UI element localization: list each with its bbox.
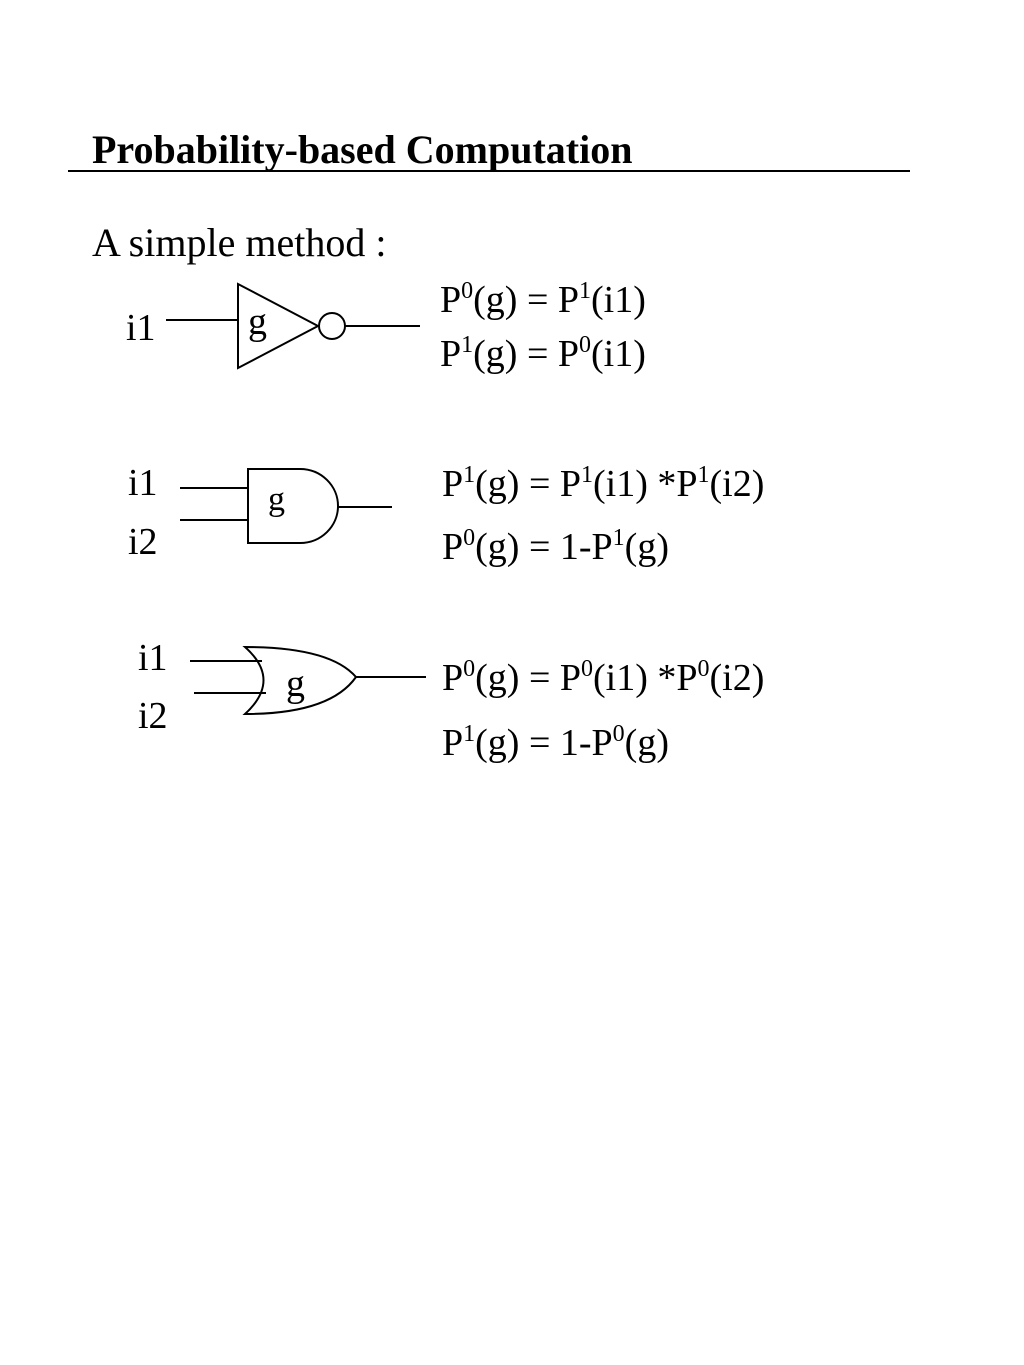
equation-text: (g) = 1-P bbox=[475, 526, 613, 568]
equation-text: P bbox=[442, 722, 464, 764]
or-gate-equation-2 bbox=[442, 719, 669, 772]
or-gate-input-label-1: i1 bbox=[138, 637, 168, 679]
or-gate-input-label-2: i2 bbox=[138, 695, 168, 737]
equation-text: P bbox=[442, 657, 464, 699]
not-gate-bubble bbox=[319, 313, 345, 339]
equation-superscript: 0 bbox=[463, 525, 476, 551]
equation-text: (g) = 1-P bbox=[475, 722, 613, 764]
equation-text: (i1) *P bbox=[593, 463, 698, 505]
equation-superscript: 0 bbox=[461, 278, 474, 304]
equation-superscript: 1 bbox=[612, 525, 625, 551]
intro-text: A simple method : bbox=[92, 220, 387, 265]
slide-title: Probability-based Computation bbox=[92, 127, 633, 172]
equation-text: P bbox=[442, 526, 464, 568]
equation-superscript: 0 bbox=[463, 656, 476, 682]
equation-superscript: 0 bbox=[612, 721, 625, 747]
equation-superscript: 1 bbox=[463, 462, 476, 488]
equation-text: (g) = P bbox=[475, 463, 582, 505]
not-gate-equation-2 bbox=[440, 330, 646, 383]
equation-text: (g) = P bbox=[473, 279, 580, 321]
equation-superscript: 0 bbox=[579, 332, 592, 358]
equation-text: (i1) bbox=[591, 279, 646, 321]
and-gate-label: g bbox=[268, 481, 285, 518]
or-gate-symbol bbox=[190, 647, 426, 714]
equation-text: P bbox=[440, 333, 462, 375]
not-gate-input-label: i1 bbox=[126, 307, 156, 349]
and-gate-equation-2 bbox=[442, 523, 669, 576]
and-gate-equation-1 bbox=[442, 460, 764, 513]
equation-text: (i1) bbox=[591, 333, 646, 375]
not-gate-label: g bbox=[248, 301, 267, 343]
and-gate-input-label-1: i1 bbox=[128, 462, 158, 504]
equation-text: (i1) *P bbox=[593, 657, 698, 699]
and-gate-symbol bbox=[180, 469, 392, 543]
equation-superscript: 1 bbox=[461, 332, 474, 358]
or-gate-label: g bbox=[286, 663, 305, 705]
equation-superscript: 1 bbox=[463, 721, 476, 747]
equation-text: (g) bbox=[624, 722, 669, 764]
equation-text: (g) = P bbox=[475, 657, 582, 699]
equation-superscript: 0 bbox=[581, 656, 594, 682]
not-gate-symbol bbox=[166, 284, 420, 368]
equation-text: (i2) bbox=[709, 657, 765, 699]
equation-text: P bbox=[440, 279, 462, 321]
and-gate-body bbox=[248, 469, 338, 543]
not-gate-equation-1 bbox=[440, 276, 646, 329]
equation-text: (g) bbox=[624, 526, 669, 568]
equation-superscript: 1 bbox=[579, 278, 592, 304]
equation-text: (i2) bbox=[709, 463, 765, 505]
equation-superscript: 1 bbox=[697, 462, 710, 488]
equation-text: P bbox=[442, 463, 464, 505]
equation-superscript: 0 bbox=[697, 656, 710, 682]
and-gate-input-label-2: i2 bbox=[128, 521, 158, 563]
equation-superscript: 1 bbox=[581, 462, 594, 488]
equation-text: (g) = P bbox=[473, 333, 580, 375]
or-gate-equation-1 bbox=[442, 654, 764, 707]
